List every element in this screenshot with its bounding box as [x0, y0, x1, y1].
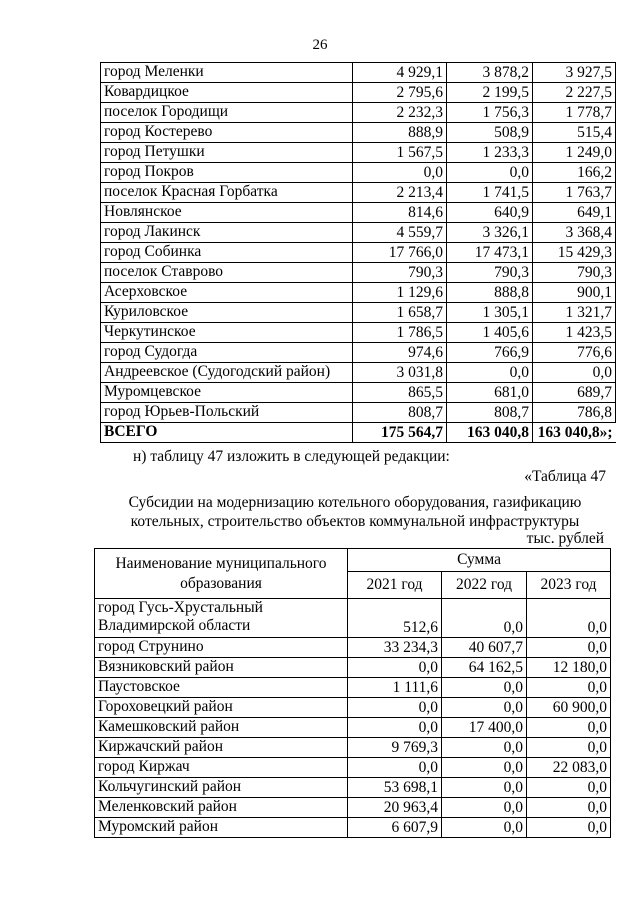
table-caption: Субсидии на модернизацию котельного оборудования, газификацию котельных, строительство объектов коммунальной инфраструктуры: [128, 494, 582, 530]
value-2022-cell: 1 233,3: [447, 143, 533, 163]
value-2021-cell: 512,6: [348, 599, 442, 638]
municipality-cell: Муромский район: [95, 818, 348, 838]
table1-body: [101, 63, 616, 443]
municipality-cell: Кольчугинский район: [95, 778, 348, 798]
value-2021-cell: 2 795,6: [353, 83, 447, 103]
table-reference: «Таблица 47: [524, 468, 606, 485]
municipality-cell: город Струнино: [95, 638, 348, 658]
value-2023-cell: 0,0: [527, 718, 611, 738]
value-2022-cell: 0,0: [442, 798, 527, 818]
value-2022-cell: 2 199,5: [447, 83, 533, 103]
municipality-cell: город Юрьев-Польский: [101, 403, 353, 423]
value-2022-cell: 681,0: [447, 383, 533, 403]
value-2021-cell: 6 607,9: [348, 818, 442, 838]
header-year-2021: 2021 год: [348, 572, 442, 599]
value-2023-cell: 515,4: [533, 123, 616, 143]
value-2023-cell: 0,0: [533, 363, 616, 383]
table-row: [95, 798, 611, 818]
value-2023-cell: 0,0: [527, 678, 611, 698]
value-2022-cell: 0,0: [442, 599, 527, 638]
page-number: 26: [312, 37, 328, 53]
value-2022-cell: 1 405,6: [447, 323, 533, 343]
municipality-cell: Черкутинское: [101, 323, 353, 343]
municipality-cell: город Лакинск: [101, 223, 353, 243]
table-row: [95, 718, 611, 738]
municipality-cell: Вязниковский район: [95, 658, 348, 678]
municipality-cell: город Киржач: [95, 758, 348, 778]
value-2021-cell: 17 766,0: [353, 243, 447, 263]
table-row: [101, 163, 616, 183]
value-2023-cell: 15 429,3: [533, 243, 616, 263]
value-2023-cell: 776,6: [533, 343, 616, 363]
value-2023-cell: 900,1: [533, 283, 616, 303]
value-2022-cell: 888,8: [447, 283, 533, 303]
value-2023-cell: 1 321,7: [533, 303, 616, 323]
table-row: [101, 343, 616, 363]
value-2023-cell: 3 927,5: [533, 63, 616, 83]
municipality-cell: Ковардицкое: [101, 83, 353, 103]
value-2022-cell: 17 400,0: [442, 718, 527, 738]
municipality-cell: город Собинка: [101, 243, 353, 263]
municipality-cell: Андреевское (Судогодский район): [101, 363, 353, 383]
value-2022-cell: 1 305,1: [447, 303, 533, 323]
value-2022-cell: 0,0: [442, 818, 527, 838]
municipality-cell: Паустовское: [95, 678, 348, 698]
value-2023-cell: 2 227,5: [533, 83, 616, 103]
value-2021-cell: 974,6: [353, 343, 447, 363]
table-row: [95, 738, 611, 758]
value-2022-cell: 0,0: [447, 163, 533, 183]
value-2021-cell: 33 234,3: [348, 638, 442, 658]
value-2022-cell: 17 473,1: [447, 243, 533, 263]
value-2021-cell: 0,0: [348, 658, 442, 678]
municipality-cell: город Гусь-Хрустальный Владимирской области: [95, 599, 348, 638]
table2-header: [95, 549, 611, 599]
municipality-cell: Киржачский район: [95, 738, 348, 758]
value-2021-cell: 814,6: [353, 203, 447, 223]
municipality-cell: Гороховецкий район: [95, 698, 348, 718]
value-2022-cell: 640,9: [447, 203, 533, 223]
table2-body: [95, 599, 611, 838]
table-row: [101, 383, 616, 403]
value-2023-cell: 649,1: [533, 203, 616, 223]
header-year-2022: 2022 год: [442, 572, 527, 599]
value-2023-cell: 1 249,0: [533, 143, 616, 163]
municipality-cell: поселок Красная Горбатка: [101, 183, 353, 203]
value-2022-cell: 0,0: [447, 363, 533, 383]
table-row: [101, 263, 616, 283]
value-2023-cell: 22 083,0: [527, 758, 611, 778]
table-row: [101, 403, 616, 423]
value-2022-cell: 766,9: [447, 343, 533, 363]
municipality-cell: Муромцевское: [101, 383, 353, 403]
value-2022-cell: 3 878,2: [447, 63, 533, 83]
municipality-cell: город Петушки: [101, 143, 353, 163]
value-2023-cell: 12 180,0: [527, 658, 611, 678]
value-2022-cell: 808,7: [447, 403, 533, 423]
municipality-cell: город Костерево: [101, 123, 353, 143]
header-sum: Сумма: [348, 549, 611, 572]
municipality-cell: поселок Городищи: [101, 103, 353, 123]
municipality-cell: Асерховское: [101, 283, 353, 303]
table-47: [94, 548, 611, 838]
table-row: [101, 323, 616, 343]
value-2022-cell: 508,9: [447, 123, 533, 143]
table-row: [95, 678, 611, 698]
value-2023-cell: 0,0: [527, 798, 611, 818]
table-row: [101, 243, 616, 263]
value-2023-cell: 0,0: [527, 818, 611, 838]
value-2022-cell: 0,0: [442, 758, 527, 778]
table-row: [95, 778, 611, 798]
value-2021-cell: 1 658,7: [353, 303, 447, 323]
value-2022-cell: 163 040,8: [447, 423, 533, 443]
value-2021-cell: 20 963,4: [348, 798, 442, 818]
units-label: тыс. рублей: [526, 530, 604, 547]
value-2023-cell: 0,0: [527, 599, 611, 638]
value-2023-cell: 3 368,4: [533, 223, 616, 243]
value-2023-cell: 1 778,7: [533, 103, 616, 123]
value-2022-cell: 0,0: [442, 678, 527, 698]
municipality-cell: Меленковский район: [95, 798, 348, 818]
value-2022-cell: 1 741,5: [447, 183, 533, 203]
value-2021-cell: 0,0: [353, 163, 447, 183]
value-2021-cell: 1 567,5: [353, 143, 447, 163]
municipality-cell: Новлянское: [101, 203, 353, 223]
value-2021-cell: 790,3: [353, 263, 447, 283]
total-row: [101, 423, 616, 443]
value-2023-cell: 60 900,0: [527, 698, 611, 718]
municipality-cell: поселок Ставрово: [101, 263, 353, 283]
value-2021-cell: 0,0: [348, 718, 442, 738]
table-row: [101, 123, 616, 143]
value-2023-cell: 790,3: [533, 263, 616, 283]
municipality-cell: Куриловское: [101, 303, 353, 323]
header-row: [95, 549, 611, 572]
subsidy-table-continued: [100, 62, 616, 443]
value-2021-cell: 3 031,8: [353, 363, 447, 383]
municipality-cell: город Судогда: [101, 343, 353, 363]
municipality-cell: город Меленки: [101, 63, 353, 83]
value-2021-cell: 2 232,3: [353, 103, 447, 123]
table-row: [101, 363, 616, 383]
value-2021-cell: 0,0: [348, 698, 442, 718]
header-year-2023: 2023 год: [527, 572, 611, 599]
table-row: [95, 658, 611, 678]
value-2022-cell: 64 162,5: [442, 658, 527, 678]
value-2023-cell: 0,0: [527, 638, 611, 658]
table-row: [101, 283, 616, 303]
table-row: [101, 203, 616, 223]
value-2021-cell: 1 129,6: [353, 283, 447, 303]
value-2023-cell: 1 763,7: [533, 183, 616, 203]
value-2022-cell: 40 607,7: [442, 638, 527, 658]
value-2022-cell: 0,0: [442, 778, 527, 798]
table-row: [95, 698, 611, 718]
value-2021-cell: 1 111,6: [348, 678, 442, 698]
value-2021-cell: 53 698,1: [348, 778, 442, 798]
municipality-cell: город Покров: [101, 163, 353, 183]
value-2021-cell: 2 213,4: [353, 183, 447, 203]
value-2021-cell: 4 929,1: [353, 63, 447, 83]
table-row: [95, 638, 611, 658]
table-row: [101, 183, 616, 203]
table-row: [101, 83, 616, 103]
value-2021-cell: 175 564,7: [353, 423, 447, 443]
header-municipality: Наименование муниципального образования: [95, 549, 348, 599]
value-2023-cell: 163 040,8»;: [533, 423, 616, 443]
edit-instruction: н) таблицу 47 изложить в следующей редакции:: [133, 448, 450, 465]
table-row: [101, 103, 616, 123]
value-2023-cell: 0,0: [527, 738, 611, 758]
table-row: [101, 223, 616, 243]
value-2021-cell: 888,9: [353, 123, 447, 143]
value-2021-cell: 1 786,5: [353, 323, 447, 343]
table-row: [101, 143, 616, 163]
table-row: [95, 758, 611, 778]
municipality-cell: ВСЕГО: [101, 423, 353, 443]
value-2022-cell: 3 326,1: [447, 223, 533, 243]
municipality-cell: Камешковский район: [95, 718, 348, 738]
value-2021-cell: 9 769,3: [348, 738, 442, 758]
value-2023-cell: 1 423,5: [533, 323, 616, 343]
value-2022-cell: 1 756,3: [447, 103, 533, 123]
value-2022-cell: 0,0: [442, 738, 527, 758]
value-2021-cell: 865,5: [353, 383, 447, 403]
value-2021-cell: 808,7: [353, 403, 447, 423]
table-row: [101, 303, 616, 323]
table-row: [95, 599, 611, 638]
value-2022-cell: 790,3: [447, 263, 533, 283]
value-2023-cell: 689,7: [533, 383, 616, 403]
value-2023-cell: 166,2: [533, 163, 616, 183]
table-row: [95, 818, 611, 838]
table-row: [101, 63, 616, 83]
value-2021-cell: 0,0: [348, 758, 442, 778]
value-2023-cell: 786,8: [533, 403, 616, 423]
value-2022-cell: 0,0: [442, 698, 527, 718]
value-2023-cell: 0,0: [527, 778, 611, 798]
value-2021-cell: 4 559,7: [353, 223, 447, 243]
